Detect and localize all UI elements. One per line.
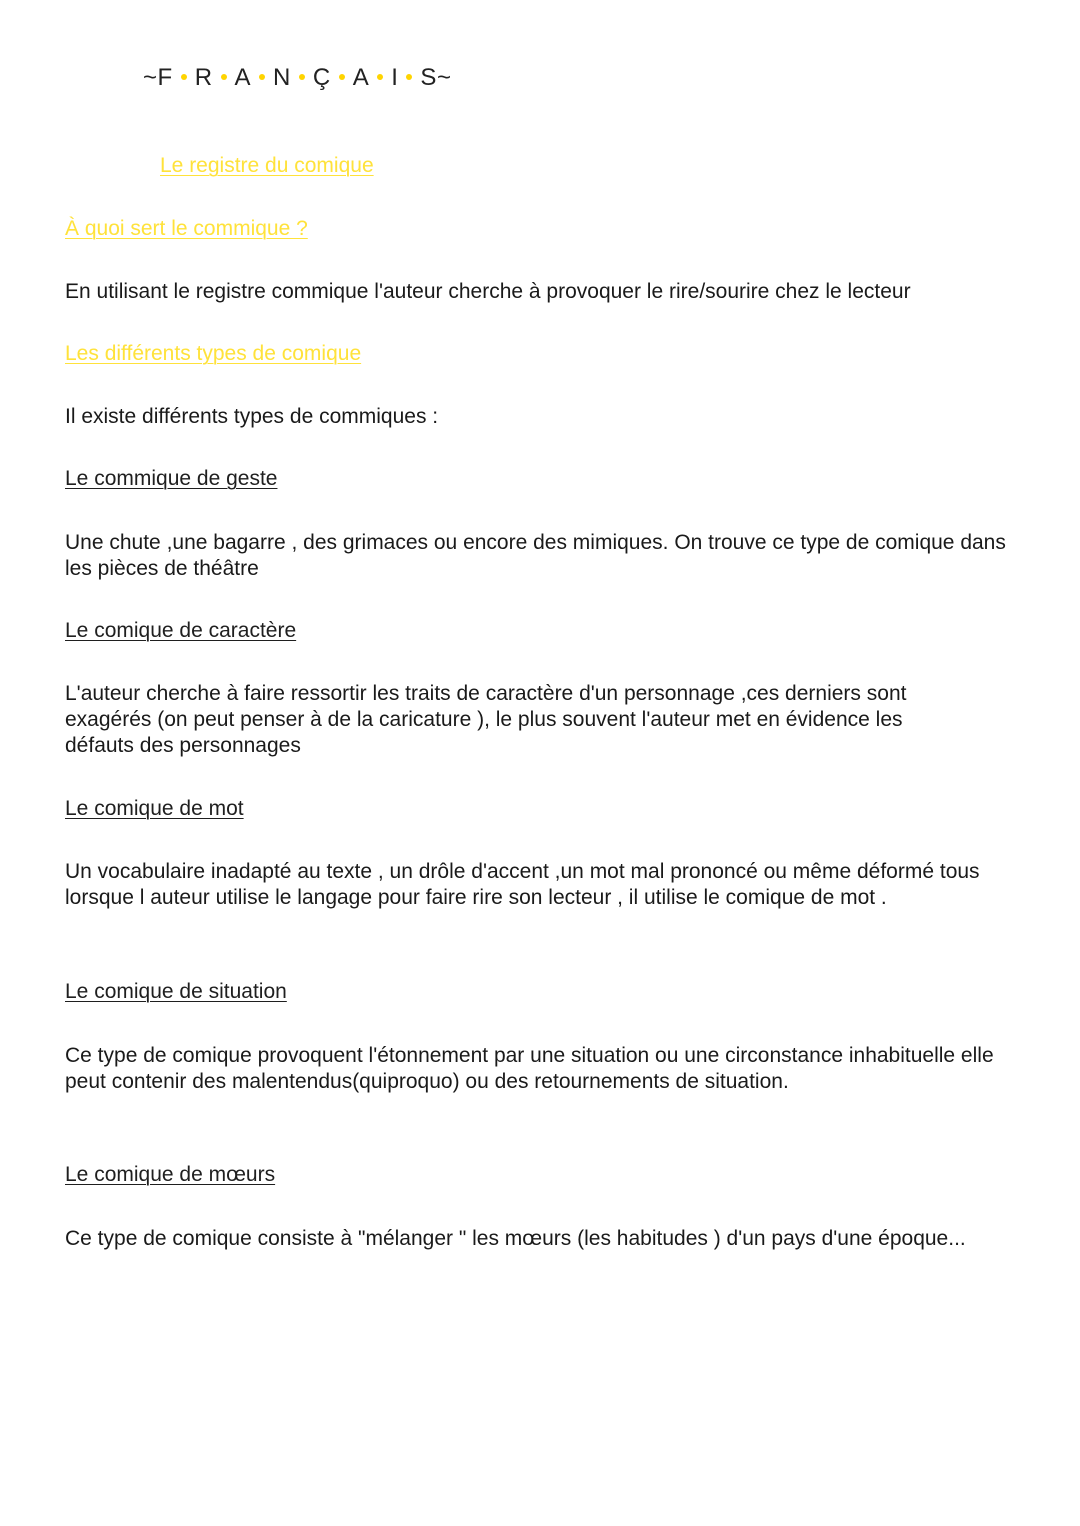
banner-letter: F xyxy=(157,64,173,91)
types-heading: Les différents types de comique xyxy=(65,342,362,365)
banner-dot-icon xyxy=(339,74,345,80)
section-text-caractere: L'auteur cherche à faire ressortir les traits de caractère d'un personnage ,ces derniers sont exagérés (on peut penser à de la caricature ), le plus souvent l'auteur met en évidence les défauts des personnages xyxy=(65,682,907,757)
types-intro-paragraph: Il existe différents types de commiques : xyxy=(65,405,439,428)
banner-letter: R xyxy=(194,64,213,91)
banner-letter: I xyxy=(391,64,399,91)
banner-tilde-close: ~ xyxy=(436,64,452,91)
section-heading-mot: Le comique de mot xyxy=(65,797,244,820)
section-heading-caractere: Le comique de caractère xyxy=(65,619,297,642)
section-heading-situation: Le comique de situation xyxy=(65,980,287,1003)
banner-dot-icon xyxy=(221,74,227,80)
banner-letter: A xyxy=(234,64,252,91)
banner-dot-icon xyxy=(406,74,412,80)
subject-banner xyxy=(143,64,451,92)
banner-letter: Ç xyxy=(312,64,331,91)
banner-letter: S xyxy=(420,64,437,91)
section-text-moeurs: Ce type de comique consiste à "mélanger " les mœurs (les habitudes ) d'un pays d'une époque... xyxy=(65,1227,966,1250)
banner-tilde-open: ~ xyxy=(143,64,158,91)
purpose-paragraph: En utilisant le registre commique l'auteur cherche à provoquer le rire/sourire chez le lecteur xyxy=(65,280,911,303)
banner-dot-icon xyxy=(377,74,383,80)
section-heading-moeurs: Le comique de mœurs xyxy=(65,1163,276,1186)
banner-letter: A xyxy=(352,64,370,91)
banner-dot-icon xyxy=(299,74,305,80)
banner-dot-icon xyxy=(259,74,265,80)
document-title: Le registre du comique xyxy=(160,154,374,177)
section-text-situation: Ce type de comique provoquent l'étonnement par une situation ou une circonstance inhabituelle elle peut contenir des malentendus(quiproquo) ou des retournements de situation. xyxy=(65,1044,994,1093)
banner-letter: N xyxy=(273,64,291,91)
section-heading-geste: Le commique de geste xyxy=(65,467,278,490)
section-text-geste: Une chute ,une bagarre , des grimaces ou encore des mimiques. On trouve ce type de comique dans les pièces de théâtre xyxy=(65,531,1006,580)
banner-dot-icon xyxy=(181,74,187,80)
section-text-mot: Un vocabulaire inadapté au texte , un drôle d'accent ,un mot mal prononcé ou même déformé tous lorsque l auteur utilise le langage pour faire rire son lecteur , il utilise le comique de mot . xyxy=(65,860,980,909)
question-heading: À quoi sert le commique ? xyxy=(65,217,308,240)
